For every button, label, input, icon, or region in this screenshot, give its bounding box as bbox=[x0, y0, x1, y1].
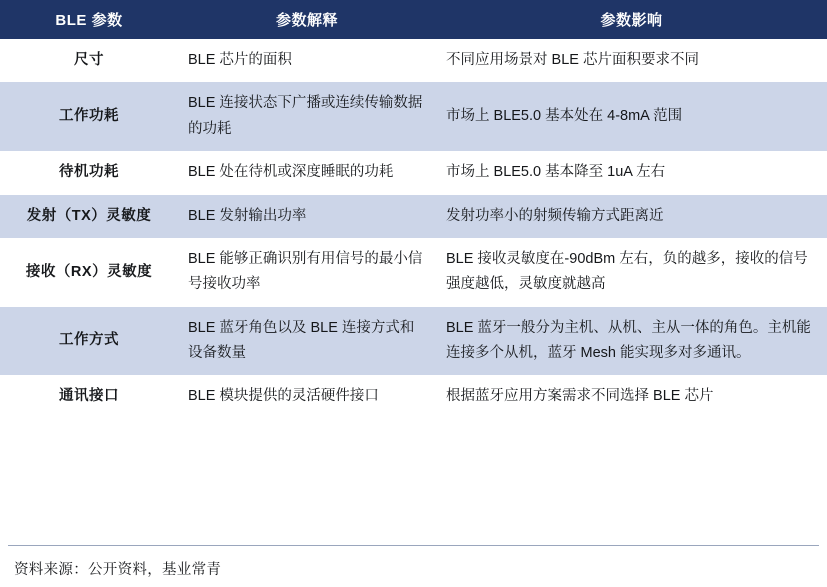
cell-description: BLE 处在待机或深度睡眠的功耗 bbox=[178, 151, 436, 194]
column-header-impact: 参数影响 bbox=[436, 0, 827, 39]
cell-parameter: 通讯接口 bbox=[0, 375, 178, 418]
cell-description: BLE 模块提供的灵活硬件接口 bbox=[178, 375, 436, 418]
cell-impact: BLE 接收灵敏度在-90dBm 左右，负的越多，接收的信号强度越低，灵敏度就越高 bbox=[436, 238, 827, 307]
cell-parameter: 工作方式 bbox=[0, 307, 178, 376]
cell-description: BLE 芯片的面积 bbox=[178, 39, 436, 82]
source-note: 资料来源：公开资料，基业常青 bbox=[8, 545, 819, 579]
table-row bbox=[0, 151, 827, 194]
cell-parameter: 发射（TX）灵敏度 bbox=[0, 195, 178, 238]
table-row bbox=[0, 82, 827, 151]
cell-impact: 不同应用场景对 BLE 芯片面积要求不同 bbox=[436, 39, 827, 82]
cell-parameter: 待机功耗 bbox=[0, 151, 178, 194]
cell-impact: 市场上 BLE5.0 基本降至 1uA 左右 bbox=[436, 151, 827, 194]
table-row bbox=[0, 307, 827, 376]
table-row bbox=[0, 39, 827, 82]
table-row bbox=[0, 238, 827, 307]
table-row bbox=[0, 375, 827, 418]
cell-description: BLE 连接状态下广播或连续传输数据的功耗 bbox=[178, 82, 436, 151]
column-header-description: 参数解释 bbox=[178, 0, 436, 39]
table-row bbox=[0, 195, 827, 238]
cell-impact: 市场上 BLE5.0 基本处在 4-8mA 范围 bbox=[436, 82, 827, 151]
cell-description: BLE 蓝牙角色以及 BLE 连接方式和设备数量 bbox=[178, 307, 436, 376]
column-header-parameter: BLE 参数 bbox=[0, 0, 178, 39]
cell-description: BLE 发射输出功率 bbox=[178, 195, 436, 238]
table-header-row bbox=[0, 0, 827, 39]
source-footer bbox=[0, 545, 827, 579]
cell-parameter: 工作功耗 bbox=[0, 82, 178, 151]
cell-parameter: 接收（RX）灵敏度 bbox=[0, 238, 178, 307]
cell-impact: 根据蓝牙应用方案需求不同选择 BLE 芯片 bbox=[436, 375, 827, 418]
cell-impact: BLE 蓝牙一般分为主机、从机、主从一体的角色。主机能连接多个从机，蓝牙 Mesh 能实现多对多通讯。 bbox=[436, 307, 827, 376]
table-body bbox=[0, 39, 827, 419]
cell-impact: 发射功率小的射频传输方式距离近 bbox=[436, 195, 827, 238]
cell-description: BLE 能够正确识别有用信号的最小信号接收功率 bbox=[178, 238, 436, 307]
table-header bbox=[0, 0, 827, 39]
cell-parameter: 尺寸 bbox=[0, 39, 178, 82]
